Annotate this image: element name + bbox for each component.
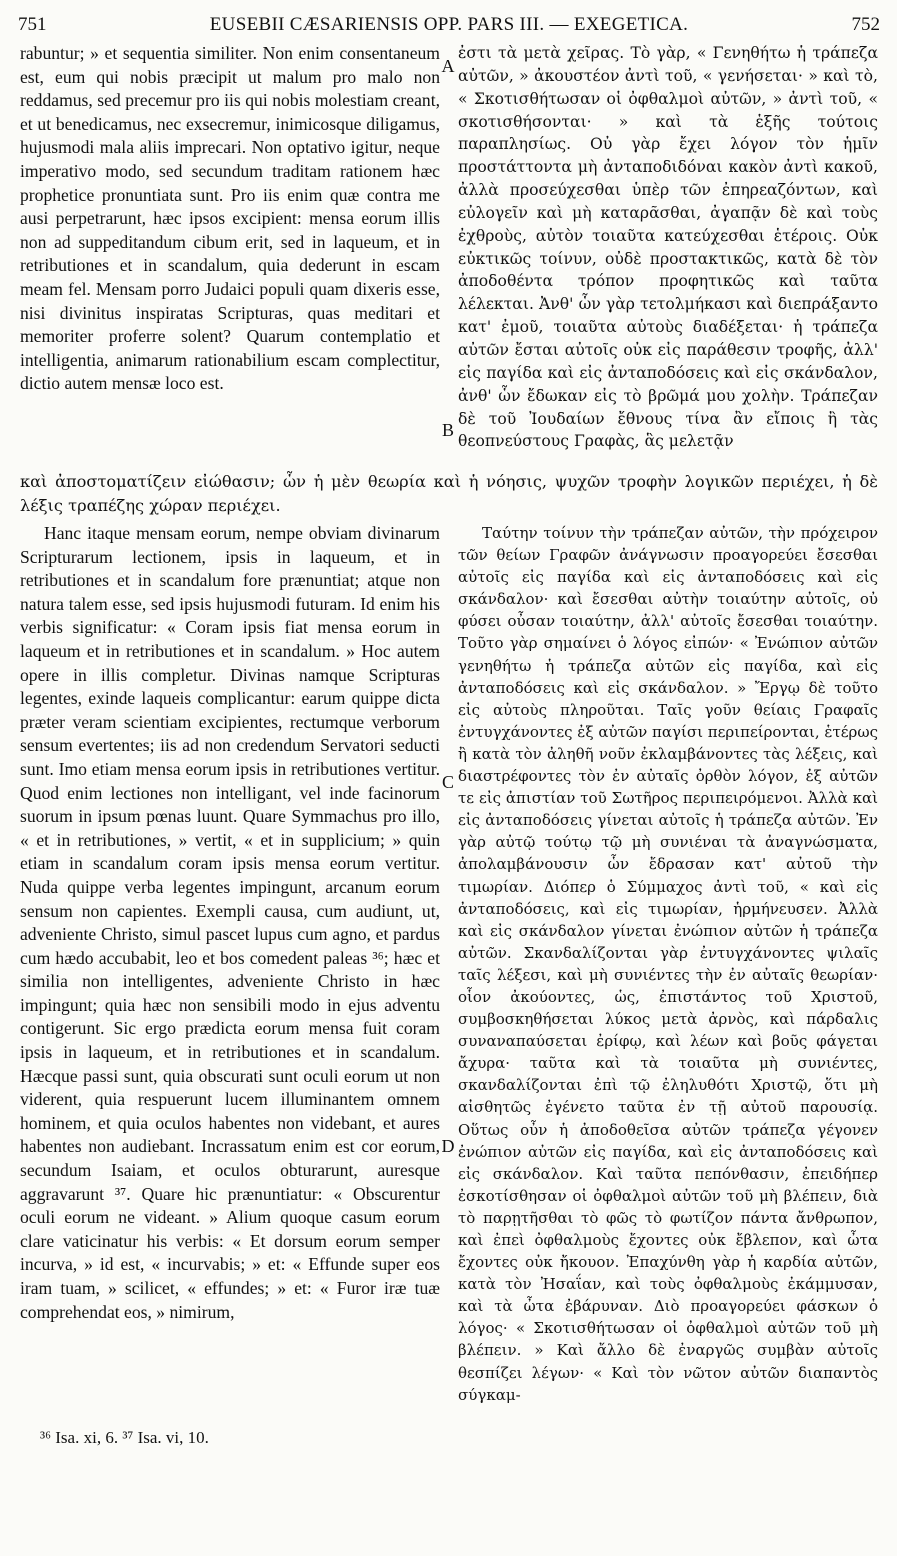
greek-paragraph-top: ἐστι τὰ μετὰ χεῖρας. Τὸ γὰρ, « Γενηθήτω ἡ τράπεζα αὐτῶν, » ἀκουστέον ἀντὶ τοῦ, « γενήσεται· » καὶ τὸ, « Σκοτισθήτωσαν οἱ ὀφθαλμοὶ αὐτῶν, » ἀντὶ τοῦ, « σκοτισθήσονται· » καὶ τὰ ἑξῆς τούτοις παραπλησίως. Οὐ γὰρ ἔχει λόγον τὸν ἡμῖν προστάττοντα μὴ ἀνταποδιδόναι κακὸν ἀντὶ κακοῦ, ἀλλὰ προσεύχεσθαι ὑπὲρ τῶν ἐπηρεαζόντων, καὶ εὐλογεῖν καὶ μὴ καταρᾶσθαι, ἀγαπᾷν δὲ καὶ τοὺς ἐχθροὺς, αὐτὸν τοιαῦτα κατεύχεσθαι ἑτέροις. Οὐκ εὐκτικῶς τοίνυν, οὐδὲ προστακτικῶς, κατὰ δὲ τὸν ἀποδοθέντα τρόπον προφητικῶς καὶ ταῦτα λέλεκται. Ἀνθ' ὧν γὰρ τετολμήκασι καὶ διεπράξαντο κατ' ἐμοῦ, τοιαῦτα αὐτοὺς διαδέξεται· ἡ τράπεζα αὐτῶν ἔσται αὐτοῖς οὐκ εἰς παράθεσιν τροφῆς, ἀλλ' εἰς παγίδα καὶ εἰς ἀνταποδόσεις καὶ εἰς σκάνδαλον, ἀνθ' ὧν ἔδωκαν εἰς τὸ βρῶμά μου χολὴν. Τράπεζαν δὲ τοῦ Ἰουδαίων ἔθνους τίνα ἂν εἴποις ἢ τὰς θεοπνεύστους Γραφὰς, ἃς μελετᾷν (458, 44, 878, 451)
greek-column-top (458, 42, 878, 453)
greek-paragraph-wide: καὶ ἀποστοματίζειν εἰώθασιν; ὧν ἡ μὲν θεωρία καὶ ἡ νόησις, ψυχῶν τροφὴν λογικῶν περιέχει, ἡ δὲ λέξις τραπέζης χώραν περιέχει. (20, 472, 878, 515)
latin-column-top (20, 42, 440, 396)
latin-paragraph-bottom: Hanc itaque mensam eorum, nempe obviam divinarum Scripturarum lectionem, ipsis in laqueum, et in retributiones et in scandalum fore prænuntiat; atque non natura talem esse, sed ipsis hujusmodi futuram. Id enim his verbis significatur: « Coram ipsis fiat mensa eorum in laqueum et in retributiones et in scandalum. » Hoc autem opere in illis completur. Divinas namque Scripturas legentes, exinde laqueis complicantur: earum quippe dicta præter veram scientiam excipientes, rectumque verborum sensum evertentes; iis ad non credendum Servatori seducti sunt. Imo etiam mensa eorum ipsis in retributiones vertitur. Quod enim lectiones non intelligant, vel inde facinorum suorum in ipsum pœnas luunt. Quare Symmachus pro illo, « et in retributiones, » vertit, « et in supplicium; » quin etiam in scandalum coram ipsis mensa eorum vertitur. Nuda quippe verba legentes impingunt, arcanum eorum sensum non capientes. Exempli causa, cum audiunt, ut, adveniente Christo, simul pascet lupus cum agno, et pardus cum hædo accubabit, leo et bos comedent paleas ³⁶; hæc et similia non intelligentes, adveniente Christo in hæc impingunt; quia hæc non sensibili modo in ejus adventu contigerunt. Sic ergo prædicta eorum mensa fuit coram ipsis in laqueum, et in retributiones et in scandalum. Hæcque passi sunt, quia obscurati sunt oculi eorum ut non viderent, quia respuerunt lucem illuminantem omnem hominem, et quia oculos habentes non videbant, et aures habentes non audiebant. Incrassatum enim est cor eorum, secundum Isaiam, et oculos obturarunt, auresque aggravarunt ³⁷. Quare hic prænuntiatur: « Obscurentur oculi eorum ne videant. » Alium quoque casum eorum clare vaticinatur his verbis: « Et dorsum eorum semper incurva, » id est, « incurvabis; » et: « Effunde super eos iram tuam, » scilicet, « effundes; » et: « Furor iræ tuæ comprehendat eos, » nimirum, (20, 523, 440, 1322)
greek-column-bottom (458, 522, 878, 1406)
margin-letter-c: C (441, 772, 454, 792)
running-title: EUSEBII CÆSARIENSIS OPP. PARS III. — EXEGETICA. (209, 14, 689, 35)
page-number-right: 752 (851, 14, 880, 35)
margin-letter-a: A (441, 56, 455, 76)
page-number-left: 751 (18, 14, 47, 35)
margin-letter-d: D (441, 1136, 455, 1156)
footnotes: ³⁶ Isa. xi, 6. ³⁷ Isa. vi, 10. (40, 1428, 209, 1447)
latin-paragraph-top: rabuntur; » et sequentia similiter. Non enim consentaneum est, eum qui nobis præcipit ut malum pro malo non reddamus, sed precemur pro iis qui nobis molestiam creant, et ut benedicamus, nec exsecremur, inimicosque diligamus, hujusmodi mala aliis imprecari. Non optativo igitur, neque imperativo modo, sed secundum traditam rationem hæc prophetice pronuntiata sunt. Pro iis enim quæ contra me ausi perpetrarunt, hæc ipsos excipient: mensa eorum illis non ad suppeditandum cibum erit, sed in laqueum, et in retributiones et in scandalum, quia dederunt in escam meam fel. Mensam porro Judaici populi quam dixeris esse, nisi divinitus inspiratas Scripturas, quas meditari et memoriter proferre solent? Quarum contemplatio et intelligentia, animarum rationabilium escam complectitur, dictio autem mensæ loco est. (20, 43, 440, 394)
latin-column-bottom (20, 522, 440, 1324)
margin-letter-b: B (441, 420, 454, 440)
running-header (18, 14, 880, 40)
greek-full-width-continuation (20, 470, 878, 517)
greek-paragraph-bottom: Ταύτην τοίνυν τὴν τράπεζαν αὐτῶν, τὴν πρόχειρον τῶν θείων Γραφῶν ἀνάγνωσιν προαγορεύει ἔσεσθαι αὐτοῖς εἰς παγίδα καὶ εἰς ἀνταποδόσεις καὶ εἰς σκάνδαλον· καὶ ἔσεσθαι αὐτὴν τοιαύτην αὐτοῖς, οὐ φύσει οὖσαν τοιαύτην, ἀλλ' αὐτοῖς ἔσεσθαι τοιαύτην. Τοῦτο γὰρ σημαίνει ὁ λόγος εἰπών· « Ἐνώπιον αὐτῶν γενηθήτω ἡ τράπεζα αὐτῶν εἰς παγίδα, καὶ εἰς ἀνταποδόσεις καὶ εἰς σκάνδαλον. » Ἔργῳ δὲ τοῦτο εἰς αὐτοὺς πληροῦται. Ταῖς γοῦν θείαις Γραφαῖς ἐντυγχάνοντες ἐξ αὐτῶν παγίσι περιπείρονται, ἑτέρως ἢ κατὰ τὸν ἀληθῆ νοῦν ἐκλαμβάνοντες τὰς λέξεις, καὶ διαστρέφοντες τὸν ἐν αὐταῖς ὀρθὸν λόγον, ἐξ αὐτῶν τε εἰς ἀπιστίαν τοῦ Σωτῆρος περιπειρόμενοι. Ἀλλὰ καὶ εἰς ἀνταποδόσεις γίνεται αὐτοῖς ἡ τράπεζα αὐτῶν. Ἐν γὰρ αὐτῷ τούτῳ τῷ μὴ συνιέναι τὰ ἀναγνώσματα, ἀπολαμβάνουσιν ὧν ἔδρασαν κατ' αὐτοῦ τὴν τιμωρίαν. Διόπερ ὁ Σύμμαχος ἀντὶ τοῦ, « καὶ εἰς ἀνταποδόσεις, καὶ εἰς τιμωρίαν, ἡρμήνευσεν. Ἀλλὰ καὶ εἰς σκάνδαλον γίνεται ἐνώπιον αὐτῶν ἡ τράπεζα αὐτῶν. Σκανδαλίζονται γὰρ ἐντυγχάνοντες ψιλαῖς ταῖς λέξεσι, καὶ μὴ συνιέντες τὴν ἐν αὐταῖς θεωρίαν· οἷον ἀκούοντες, ὡς, ἐπιστάντος τοῦ Χριστοῦ, συμβοσκηθήσεται λύκος μετὰ ἀρνὸς, καὶ πάρδαλις συναναπαύσεται ἐρίφῳ, καὶ λέων καὶ βοῦς φάγεται ἄχυρα· ταῦτα καὶ τὰ τοιαῦτα μὴ συνιέντες, σκανδαλίζονται ἐπὶ τῷ ἐληλυθότι Χριστῷ, ὅτι μὴ αἰσθητῶς ἐγένετο ταῦτα ἐν τῇ αὐτοῦ παρουσίᾳ. Οὕτως οὖν ἡ ἀποδοθεῖσα αὐτῶν τράπεζα γέγονεν ἐνώπιον αὐτῶν εἰς παγίδα, καὶ εἰς ἀνταποδόσεις καὶ εἰς σκάνδαλον. Καὶ ταῦτα πεπόνθασιν, ἐπειδήπερ ἐσκοτίσθησαν οἱ ὀφθαλμοὶ αὐτῶν τοῦ μὴ βλέπειν, διὰ τὸ παρῃτῆσθαι τὸ φῶς τὸ φωτίζον πάντα ἄνθρωπον, καὶ ἐπεὶ ὀφθαλμοὺς ἔχοντες οὐκ ἔβλεπον, καὶ ὦτα ἔχοντες οὐκ ἤκουον. Ἐπαχύνθη γὰρ ἡ καρδία αὐτῶν, κατὰ τὸν Ἠσαΐαν, καὶ τοὺς ὀφθαλμοὺς ἐκάμμυσαν, καὶ τὰ ὦτα ἐβάρυναν. Διὸ προαγορεύει φάσκων ὁ λόγος· « Σκοτισθήτωσαν οἱ ὀφθαλμοὶ αὐτῶν τοῦ μὴ βλέπειν. » Καὶ ἄλλο δὲ ἐναργῶς συμβὰν αὐτοῖς θεσπίζει λέγων· « Καὶ τὸν νῶτον αὐτῶν διαπαντὸς σύγκαμ- (458, 524, 878, 1404)
